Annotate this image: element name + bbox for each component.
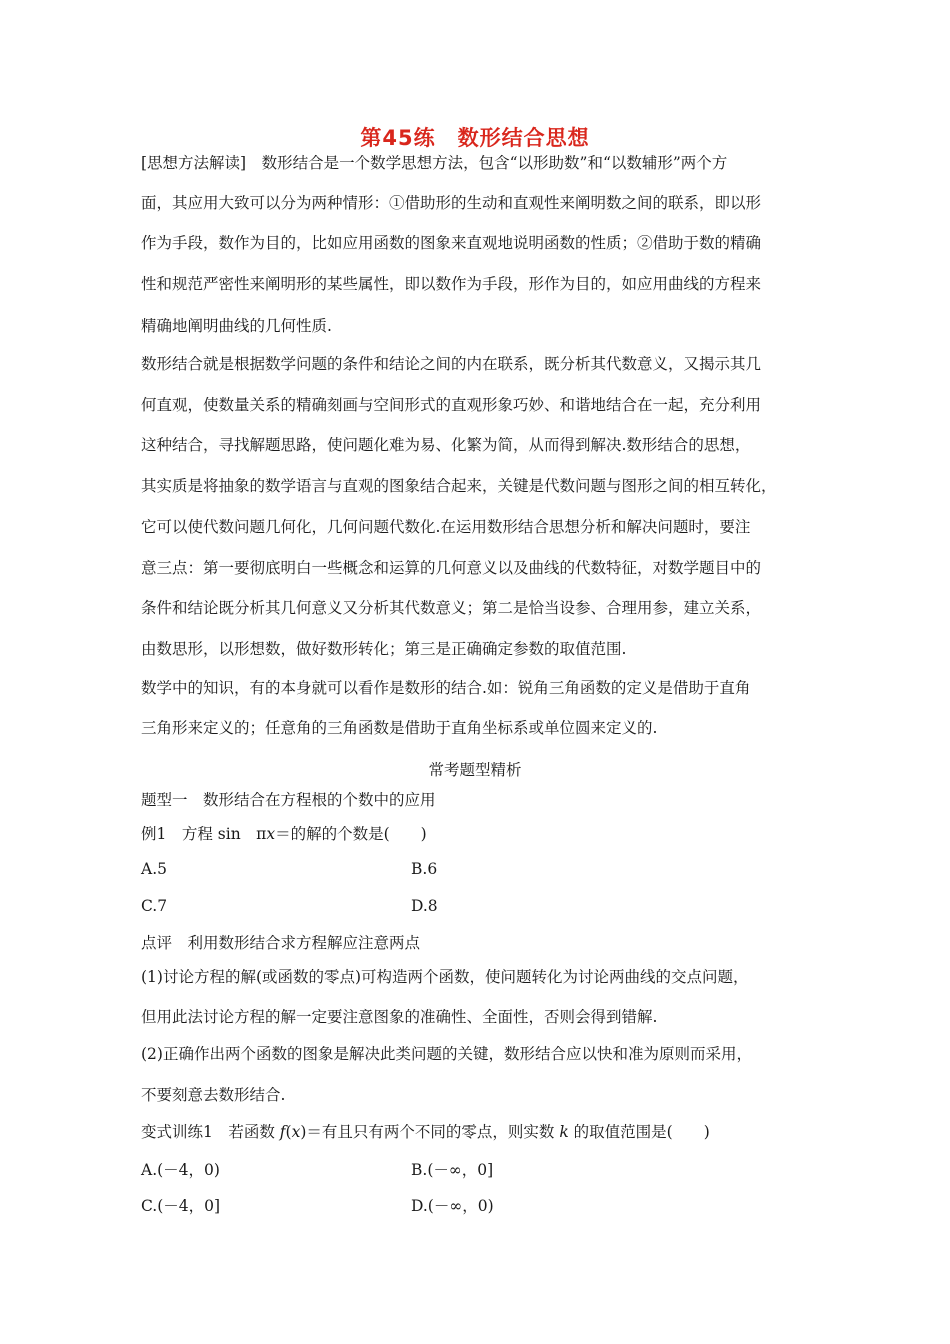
- method-line: 性和规范严密性来阐明形的某些属性，即以数作为手段，形作为目的，如应用曲线的方程来: [141, 275, 762, 293]
- method-line: [思想方法解读] 数形结合是一个数学思想方法，包含“以形助数”和“以数辅形”两个方: [141, 154, 728, 172]
- option-a: A.5: [141, 860, 167, 878]
- paragraph-line: 意三点：第一要彻底明白一些概念和运算的几何意义以及曲线的代数特征，对数学题目中的: [141, 559, 762, 577]
- example-question: [141, 824, 427, 844]
- option-a: A.(－4，0): [141, 1161, 220, 1179]
- example-suffix: ＝的解的个数是( ): [275, 825, 427, 843]
- exercise-paren: (: [285, 1123, 292, 1141]
- comment-line: (1)讨论方程的解(或函数的零点)可构造两个函数，使问题转化为讨论两曲线的交点问题，: [141, 968, 749, 986]
- paragraph-line: 条件和结论既分析其几何意义又分析其代数意义；第二是恰当设参、合理用参，建立关系，: [141, 599, 762, 617]
- exercise-prefix: 变式训练1 若函数: [141, 1123, 280, 1141]
- exercise-k: k: [559, 1123, 569, 1141]
- exercise-function: f: [279, 1123, 286, 1141]
- paragraph-line: 由数思形，以形想数，做好数形转化；第三是正确确定参数的取值范围.: [141, 640, 627, 658]
- method-line: 精确地阐明曲线的几何性质.: [141, 317, 332, 335]
- comment-line: 但用此法讨论方程的解一定要注意图象的准确性、全面性，否则会得到错解.: [141, 1008, 658, 1026]
- question-type-heading: 题型一 数形结合在方程根的个数中的应用: [141, 791, 436, 809]
- paragraph-line: 何直观，使数量关系的精确刻画与空间形式的直观形象巧妙、和谐地结合在一起，充分利用: [141, 396, 762, 414]
- paragraph-line: 它可以使代数问题几何化，几何问题代数化.在运用数形结合思想分析和解决问题时，要注: [141, 518, 751, 536]
- paragraph-line: 数学中的知识，有的本身就可以看作是数形的结合.如：锐角三角函数的定义是借助于直角: [141, 679, 751, 697]
- exercise-question: [141, 1122, 710, 1142]
- method-line: 面，其应用大致可以分为两种情形：①借助形的生动和直观性来阐明数之间的联系，即以形: [141, 194, 762, 212]
- option-d: D.(－∞，0): [411, 1197, 494, 1215]
- paragraph-line: 其实质是将抽象的数学语言与直观的图象结合起来，关键是代数问题与图形之间的相互转化，: [141, 477, 777, 495]
- example-variable: x: [266, 825, 276, 843]
- paragraph-line: 这种结合，寻找解题思路，使问题化难为易、化繁为简，从而得到解决.数形结合的思想，: [141, 436, 751, 454]
- option-c: C.7: [141, 897, 168, 915]
- comment-line: 不要刻意去数形结合.: [141, 1086, 286, 1104]
- paragraph-line: 数形结合就是根据数学问题的条件和结论之间的内在联系，既分析其代数意义，又揭示其几: [141, 355, 762, 373]
- page-title: 第45练 数形结合思想: [360, 126, 590, 150]
- option-d: D.8: [411, 897, 438, 915]
- option-b: B.(－∞，0]: [411, 1161, 494, 1179]
- exercise-middle: )＝有且只有两个不同的零点，则实数: [300, 1123, 560, 1141]
- comment-line: (2)正确作出两个函数的图象是解决此类问题的关键，数形结合应以快和准为原则而采用，: [141, 1045, 752, 1063]
- paragraph-line: 三角形来定义的；任意角的三角函数是借助于直角坐标系或单位圆来定义的.: [141, 719, 658, 737]
- exercise-variable: x: [291, 1123, 301, 1141]
- method-line: 作为手段，数作为目的，比如应用函数的图象来直观地说明函数的性质；②借助于数的精确: [141, 234, 762, 252]
- example-prefix: 例1 方程 sin π: [141, 825, 267, 843]
- option-c: C.(－4，0]: [141, 1197, 221, 1215]
- exercise-suffix: 的取值范围是( ): [568, 1123, 710, 1141]
- section-heading: 常考题型精析: [428, 761, 522, 779]
- comment-heading: 点评 利用数形结合求方程解应注意两点: [141, 934, 421, 952]
- option-b: B.6: [411, 860, 438, 878]
